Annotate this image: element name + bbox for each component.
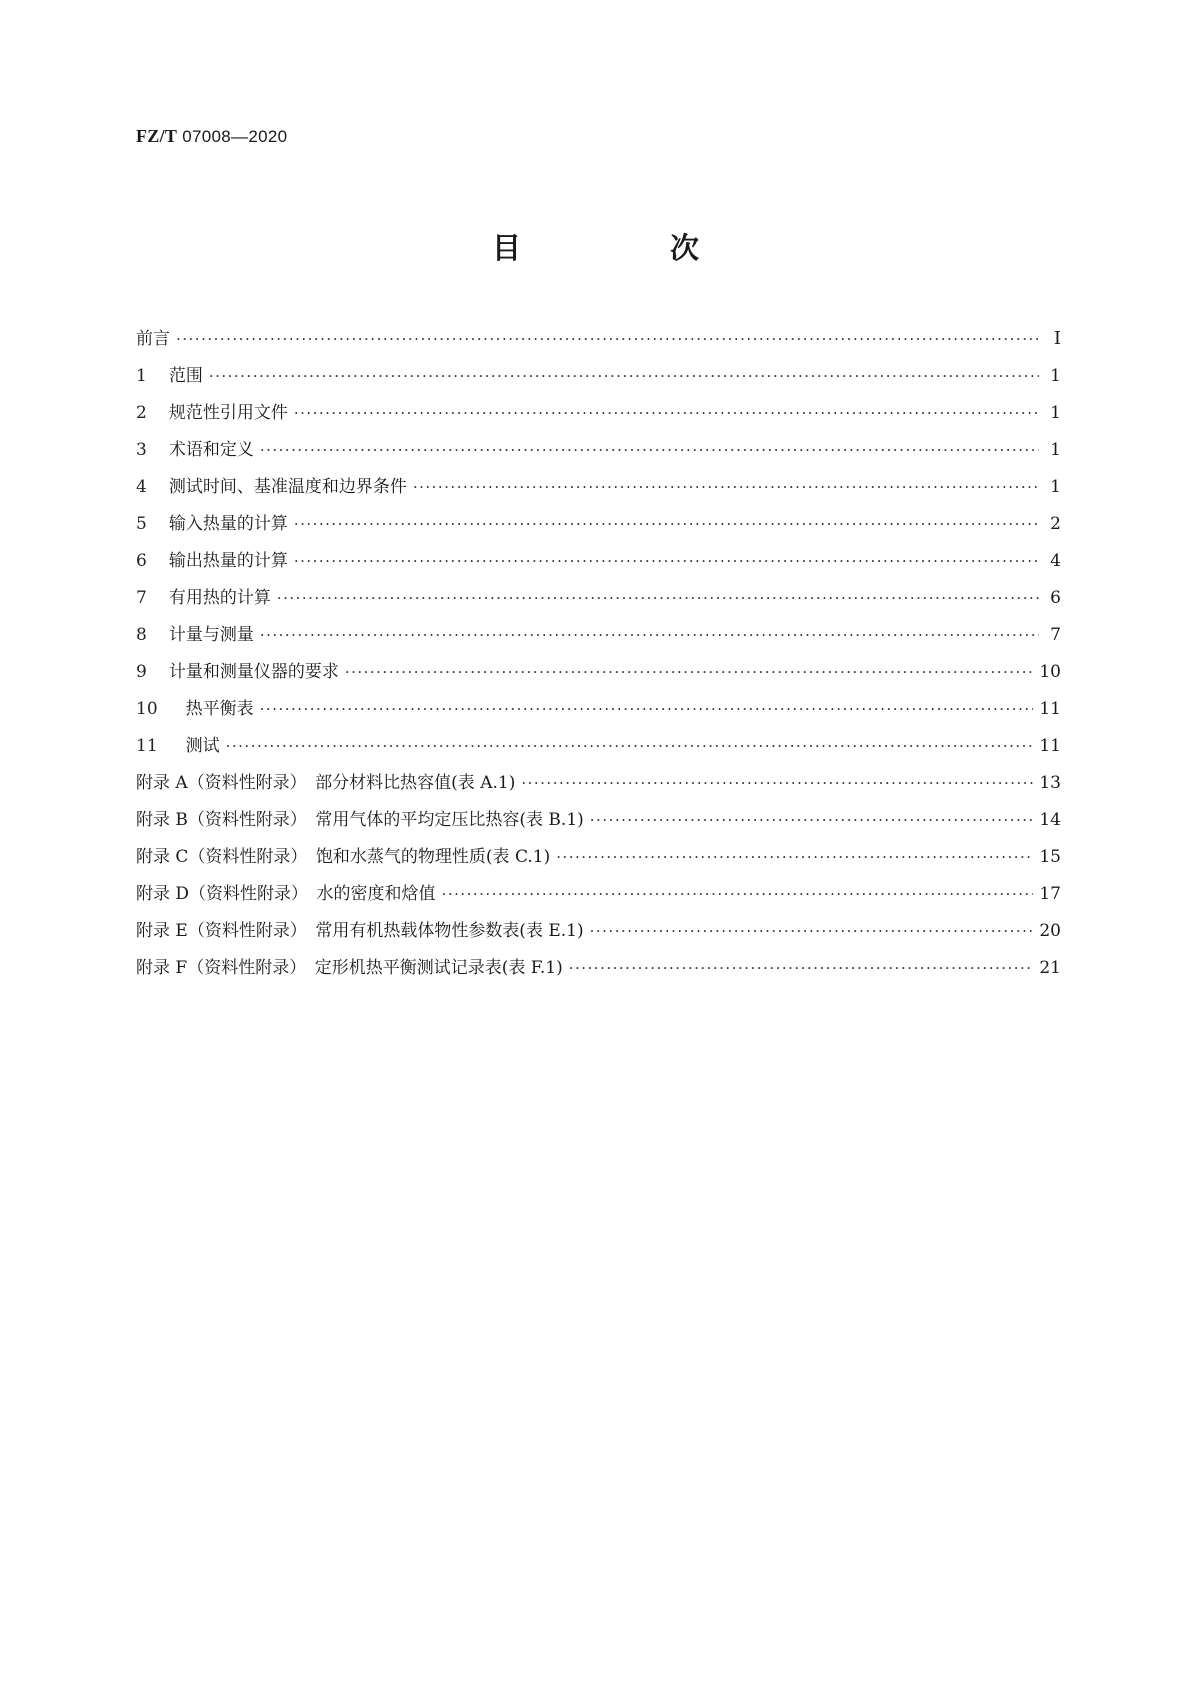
- toc-entry-number: 1: [136, 366, 147, 386]
- toc-leader-dots: [260, 623, 1039, 647]
- toc-entry-number: 5: [136, 514, 147, 534]
- toc-leader-dots: [209, 364, 1039, 388]
- toc-entry-page: Ⅰ: [1053, 328, 1061, 349]
- toc-leader-dots: [294, 512, 1039, 536]
- toc-leader-dots: [294, 549, 1039, 573]
- toc-entry[interactable]: [136, 919, 1061, 956]
- toc-leader-dots: [345, 660, 1034, 684]
- toc-entry-label: 热平衡表: [185, 699, 254, 719]
- toc-entry[interactable]: [136, 586, 1061, 623]
- toc-entry-label: 计量与测量: [168, 625, 254, 645]
- toc-entry-number: 3: [136, 440, 147, 460]
- toc-entry-page: 1: [1050, 403, 1061, 423]
- toc-entry-label: 计量和测量仪器的要求: [168, 662, 339, 682]
- toc-leader-dots: [260, 438, 1039, 462]
- toc-entry-label: 前言: [136, 329, 170, 349]
- toc-entry-number: 10: [136, 699, 158, 719]
- toc-leader-dots: [277, 586, 1039, 610]
- toc-entry[interactable]: [136, 327, 1061, 364]
- toc-entry-number: 11: [136, 736, 158, 756]
- toc-entry-page: 17: [1039, 884, 1061, 904]
- toc-leader-dots: [590, 808, 1034, 832]
- toc-leader-dots: [260, 697, 1034, 721]
- toc-leader-dots: [294, 401, 1039, 425]
- toc-entry-label: 有用热的计算: [168, 588, 271, 608]
- page-title: 目 次: [491, 231, 759, 265]
- toc-entry-number: 6: [136, 551, 147, 571]
- toc-entry-label: 规范性引用文件: [168, 403, 288, 423]
- toc-leader-dots: [176, 327, 1039, 351]
- toc-entry-page: 20: [1039, 921, 1061, 941]
- toc-entry-label: 附录 E（资料性附录） 常用有机热载体物性参数表(表 E.1): [136, 921, 584, 941]
- toc-leader-dots: [226, 734, 1034, 758]
- toc-entry-label: 范围: [168, 366, 203, 386]
- toc-entry-page: 14: [1039, 810, 1061, 830]
- table-of-contents: [136, 327, 1061, 993]
- toc-entry-number: 2: [136, 403, 147, 423]
- toc-leader-dots: [521, 771, 1033, 795]
- standard-code: [136, 126, 287, 147]
- toc-entry-page: 11: [1039, 699, 1061, 719]
- toc-entry-label: 附录 D（资料性附录） 水的密度和焓值: [136, 884, 436, 904]
- toc-entry-page: 11: [1039, 736, 1061, 756]
- toc-entry[interactable]: [136, 549, 1061, 586]
- toc-entry-number: 7: [136, 588, 147, 608]
- toc-entry-page: 7: [1050, 625, 1061, 645]
- toc-entry[interactable]: [136, 623, 1061, 660]
- toc-entry[interactable]: [136, 475, 1061, 512]
- toc-entry-number: 8: [136, 625, 147, 645]
- standard-code-prefix: FZ/T: [136, 126, 178, 146]
- toc-entry[interactable]: [136, 734, 1061, 771]
- toc-entry-page: 6: [1050, 588, 1061, 608]
- toc-entry[interactable]: [136, 697, 1061, 734]
- toc-entry-page: 1: [1050, 440, 1061, 460]
- toc-leader-dots: [442, 882, 1034, 906]
- toc-entry[interactable]: [136, 660, 1061, 697]
- standard-code-number: 07008—2020: [182, 127, 288, 146]
- toc-entry-page: 15: [1039, 847, 1061, 867]
- toc-entry-label: 测试时间、基准温度和边界条件: [168, 477, 407, 497]
- toc-leader-dots: [556, 845, 1033, 869]
- toc-entry-label: 输入热量的计算: [168, 514, 288, 534]
- toc-entry-page: 1: [1050, 366, 1061, 386]
- toc-entry-label: 附录 B（资料性附录） 常用气体的平均定压比热容(表 B.1): [136, 810, 584, 830]
- toc-entry[interactable]: [136, 882, 1061, 919]
- toc-entry-number: 4: [136, 477, 147, 497]
- toc-entry-page: 1: [1050, 477, 1061, 497]
- toc-entry-label: 附录 C（资料性附录） 饱和水蒸气的物理性质(表 C.1): [136, 847, 551, 867]
- toc-leader-dots: [413, 475, 1039, 499]
- toc-entry-label: 输出热量的计算: [168, 551, 288, 571]
- toc-entry[interactable]: [136, 845, 1061, 882]
- toc-entry[interactable]: [136, 401, 1061, 438]
- toc-entry-label: 测试: [185, 736, 220, 756]
- toc-entry-number: 9: [136, 662, 147, 682]
- toc-entry-label: 附录 F（资料性附录） 定形机热平衡测试记录表(表 F.1): [136, 958, 563, 978]
- toc-entry-label: 术语和定义: [168, 440, 254, 460]
- toc-entry[interactable]: [136, 771, 1061, 808]
- toc-entry-page: 2: [1050, 514, 1061, 534]
- toc-entry[interactable]: [136, 808, 1061, 845]
- toc-entry-page: 13: [1039, 773, 1061, 793]
- toc-entry-label: 附录 A（资料性附录） 部分材料比热容值(表 A.1): [136, 773, 516, 793]
- toc-entry[interactable]: [136, 956, 1061, 993]
- toc-leader-dots: [569, 956, 1034, 980]
- toc-entry[interactable]: [136, 364, 1061, 401]
- toc-leader-dots: [590, 919, 1034, 943]
- toc-entry-page: 21: [1039, 958, 1061, 978]
- toc-entry-page: 10: [1039, 662, 1061, 682]
- toc-entry[interactable]: [136, 512, 1061, 549]
- toc-entry-page: 4: [1050, 551, 1061, 571]
- toc-entry[interactable]: [136, 438, 1061, 475]
